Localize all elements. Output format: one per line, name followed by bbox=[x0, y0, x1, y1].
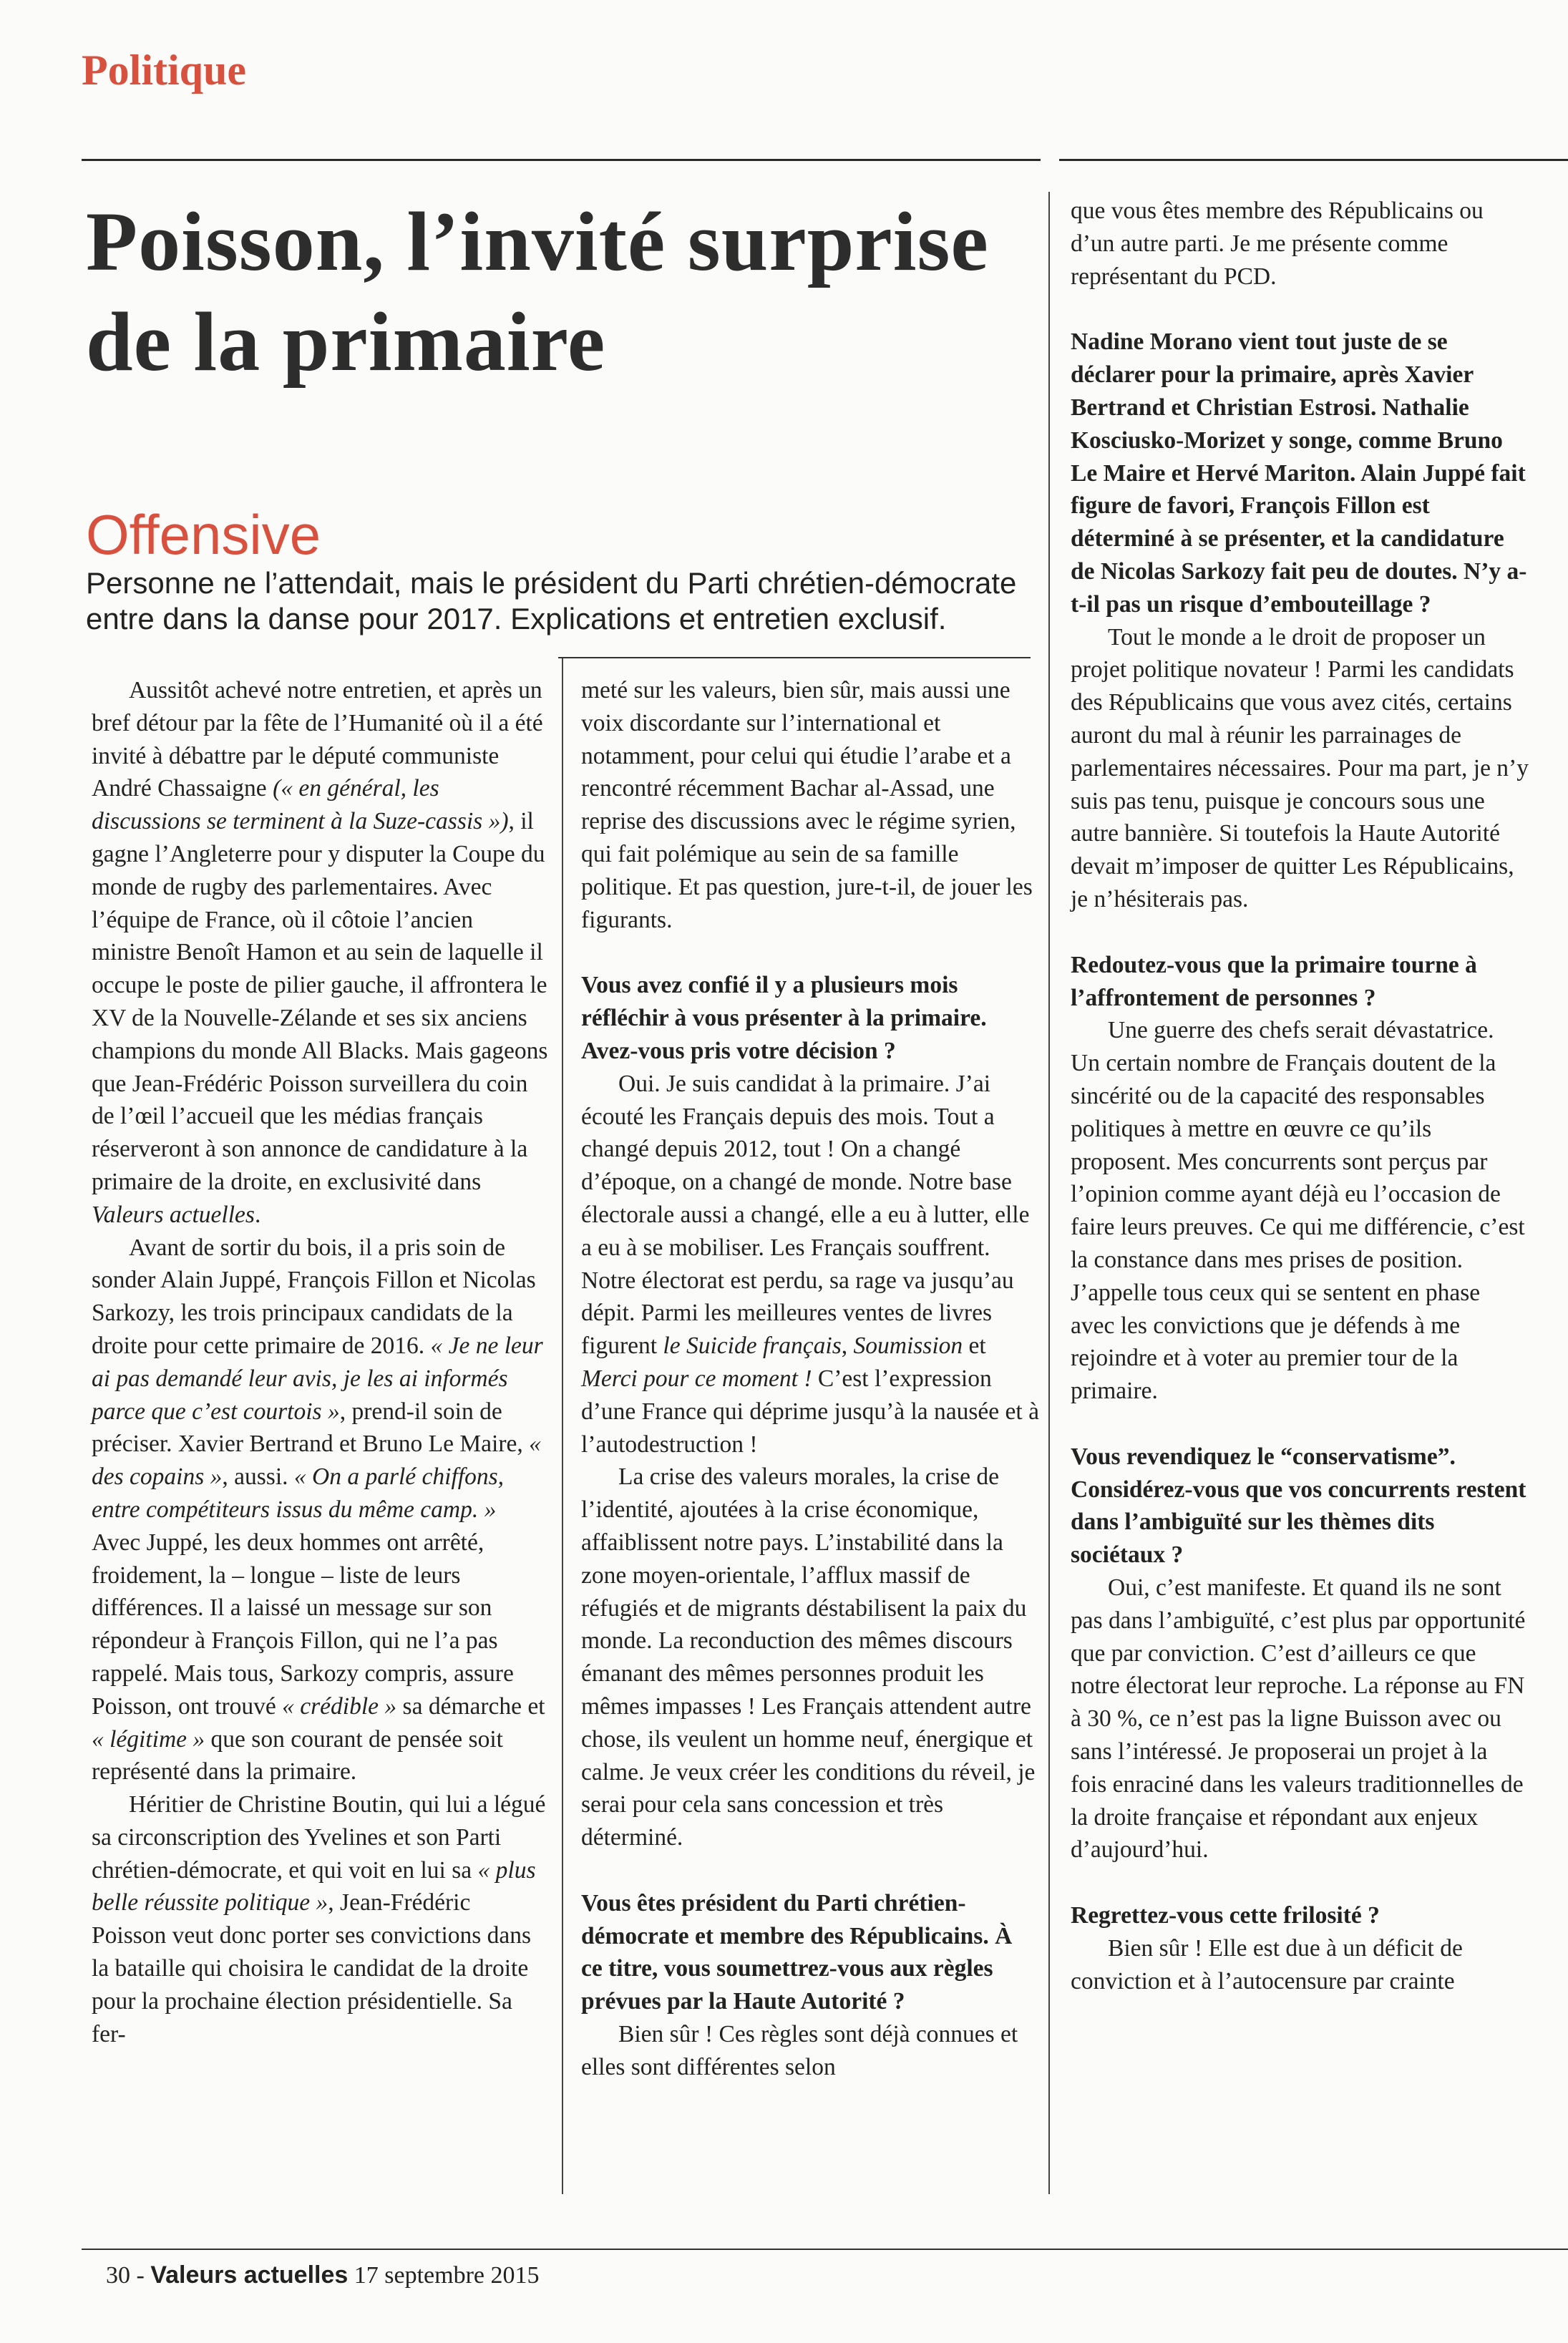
paragraph: Héritier de Christine Boutin, qui lui a légué sa circonscription des Yvelines et son Parti chrétien-démocrate, et qui voit en lui sa « plus belle réussite politique », Jean-Frédéric Poisson veut donc porter ses convictions dans la bataille qui choisira le candidat de la droite pour la prochaine élection présidentielle. Sa fer- bbox=[92, 1791, 546, 2047]
interview-question: Redoutez-vous que la primaire tourne à l’affrontement de personnes ? bbox=[1071, 951, 1477, 1011]
interview-question: Vous avez confié il y a plusieurs mois réfléchir à vous présenter à la primaire. Avez-vous pris votre décision ? bbox=[581, 972, 987, 1064]
kicker: Offensive bbox=[86, 503, 321, 566]
article-column-2 bbox=[581, 674, 1039, 2084]
paragraph: Une guerre des chefs serait dévastatrice. Un certain nombre de Français doutent de la sincérité ou de la capacité des responsables politiques à mettre en œuvre ce qu’ils proposent. Mes concurrents sont perçus par l’opinion comme ayant déjà eu l’occasion de faire leurs preuves. Ce qui me différencie, c’est la constance dans mes prises de position. J’appelle tous ceux qui se sentent en phase avec les convictions que je défends à me rejoindre et à voter au premier tour de la primaire. bbox=[1071, 1017, 1525, 1405]
standfirst: Personne ne l’attendait, mais le président du Parti chrétien-démocrate entre dans la danse pour 2017. Explications et entretien exclusif. bbox=[86, 566, 1017, 635]
section-label: Politique bbox=[82, 47, 247, 94]
article-column-1 bbox=[92, 674, 550, 2050]
paragraph: Oui, c’est manifeste. Et quand ils ne sont pas dans l’ambiguïté, c’est plus par opportunité que par conviction. C’est d’ailleurs ce que notre électorat leur reproche. La réponse au FN à 30 %, ce n’est pas la ligne Buisson avec ou sans l’intéressé. Je proposerai un projet à la fois enraciné dans les valeurs traditionnelles de la droite française et répondant aux enjeux d’aujourd’hui. bbox=[1071, 1574, 1526, 1864]
top-rule bbox=[82, 159, 1041, 161]
column-rule bbox=[558, 657, 1031, 658]
paragraph: Bien sûr ! Ces règles sont déjà connues et elles sont différentes selon bbox=[581, 2021, 1018, 2080]
paragraph: Oui. Je suis candidat à la primaire. J’ai écouté les Français depuis des mois. Tout a changé depuis 2012, tout ! On a changé d’époque, on a changé de monde. Notre base électorale aussi a changé, elle a eu à lutter, elle a eu à se mobiliser. Les Français souffrent. Notre électorat est perdu, sa rage va jusqu’au dépit. Parmi les meilleures ventes de livres figurent le Suicide français, Soumission et Merci pour ce moment ! C’est l’expression d’une France qui déprime jusqu’à la nausée et à l’autodestruction ! bbox=[581, 1070, 1039, 1458]
paragraph: que vous êtes membre des Républicains ou d’un autre parti. Je me présente comme représentant du PCD. bbox=[1071, 198, 1484, 290]
interview-question: Vous revendiquez le “conservatisme”. Considérez-vous que vos concurrents restent dans l’ambiguïté sur les thèmes dits sociétaux ? bbox=[1071, 1443, 1526, 1569]
interview-question: Vous êtes président du Parti chrétien-démocrate et membre des Républicains. À ce titre, vous soumettrez-vous aux règles prévues par la Haute Autorité ? bbox=[581, 1889, 1013, 2015]
column-separator bbox=[562, 658, 563, 2194]
paragraph: Aussitôt achevé notre entretien, et après un bref détour par la fête de l’Humanité où il a été invité à débattre par le député communiste André Chassaigne (« en général, les discussions se terminent à la Suze-cassis »), il gagne l’Angleterre pour y disputer la Coupe du monde de rugby des parlementaires. Avec l’équipe de France, où il côtoie l’ancien ministre Benoît Hamon et au sein de laquelle il occupe le poste de pilier gauche, il affrontera le XV de la Nouvelle-Zélande et ses six anciens champions du monde All Blacks. Mais gageons que Jean-Frédéric Poisson surveillera du coin de l’œil l’accueil que les médias français réserveront à son annonce de candidature à la primaire de la droite, en exclusivité dans Valeurs actuelles. bbox=[92, 677, 548, 1228]
interview-question: Nadine Morano vient tout juste de se déclarer pour la primaire, après Xavier Bertrand et Christian Estrosi. Nathalie Kosciusko-Morizet y songe, comme Bruno Le Maire et Hervé Mariton. Alain Juppé fait figure de favori, François Fillon est déterminé à se présenter, et la candidature de Nicolas Sarkozy fait peu de doutes. N’y a-t-il pas un risque d’embouteillage ? bbox=[1071, 328, 1527, 618]
headline: Poisson, l’invité surprise de la primaire bbox=[86, 195, 989, 389]
paragraph: La crise des valeurs morales, la crise de l’identité, ajoutées à la crise économique, affaiblissent notre pays. L’instabilité dans la zone moyen-orientale, l’afflux massif de réfugiés et de migrants déstabilisent la paix du monde. La reconduction des mêmes discours émanant des mêmes personnes produit les mêmes impasses ! Les Français attendent autre chose, ils veulent un homme neuf, énergique et calme. Je veux créer les conditions du réveil, je serai pour cela sans concession et très déterminé. bbox=[581, 1463, 1036, 1851]
paragraph: Bien sûr ! Elle est due à un déficit de conviction et à l’autocensure par crainte bbox=[1071, 1935, 1463, 1994]
interview-question: Regrettez-vous cette frilosité ? bbox=[1071, 1902, 1380, 1929]
article-column-3 bbox=[1071, 195, 1529, 1998]
paragraph: meté sur les valeurs, bien sûr, mais aussi une voix discordante sur l’international et notamment, pour celui qui étudie l’arabe et a rencontré récemment Bachar al-Assad, une reprise des discussions avec le régime syrien, qui fait polémique au sein de sa famille politique. Et pas question, jure-t-il, de jouer les figurants. bbox=[581, 677, 1033, 933]
column-separator bbox=[1048, 192, 1050, 2194]
issue-date: 17 septembre 2015 bbox=[354, 2262, 540, 2289]
footer-rule bbox=[82, 2249, 1568, 2250]
publication-name: Valeurs actuelles bbox=[150, 2261, 349, 2289]
paragraph: Avant de sortir du bois, il a pris soin de sonder Alain Juppé, François Fillon et Nicolas Sarkozy, les trois principaux candidats de la droite pour cette primaire de 2016. « Je ne leur ai pas demandé leur avis, je les ai informés parce que c’est courtois », prend-il soin de préciser. Xavier Bertrand et Bruno Le Maire, « des copains », aussi. « On a parlé chiffons, entre compétiteurs issus du même camp. » Avec Juppé, les deux hommes ont arrêté, froidement, la – longue – liste de leurs différences. Il a laissé un message sur son répondeur à François Fillon, qui ne l’a pas rappelé. Mais tous, Sarkozy compris, assure Poisson, ont trouvé « crédible » sa démarche et « légitime » que son courant de pensée soit représenté dans la primaire. bbox=[92, 1234, 545, 1786]
page-footer bbox=[106, 2261, 540, 2289]
paragraph: Tout le monde a le droit de proposer un projet politique novateur ! Parmi les candidats des Républicains que vous avez cités, certains auront du mal à réunir les parrainages de parlementaires nécessaires. Pour ma part, je n’y suis pas tenu, puisque je concours sous une autre bannière. Si toutefois la Haute Autorité devait m’imposer de quitter Les Républicains, je n’hésiterais pas. bbox=[1071, 623, 1529, 912]
top-rule-right bbox=[1059, 159, 1568, 161]
page-number: 30 - bbox=[106, 2262, 145, 2289]
